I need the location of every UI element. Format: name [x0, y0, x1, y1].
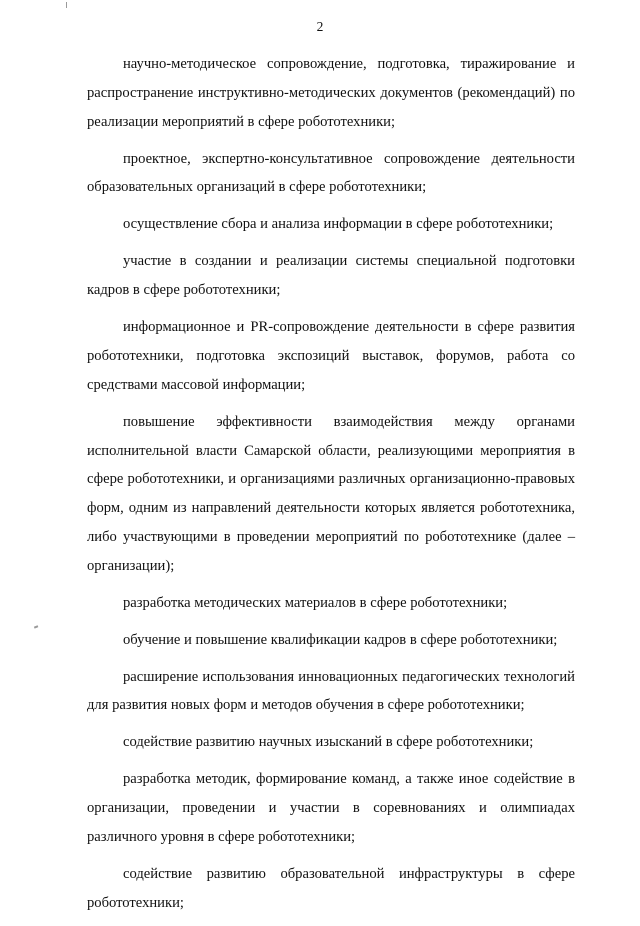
paragraph-5: информационное и PR-сопровождение деятельности в сфере развития робототехники, подготовка экспозиций выставок, форумов, работа со средствами массовой информации; [87, 319, 575, 393]
scan-speck [34, 625, 38, 628]
paragraph-6: повышение эффективности взаимодействия между органами исполнительной власти Самарской области, реализующими мероприятия в сфере робототехники, и организациями различных организационно-правовых форм, одним из направлений деятельности которых является робототехника, либо участвующими в проведении мероприятий по робототехнике (далее – организации); [87, 413, 575, 574]
paragraph-10: содействие развитию научных изысканий в сфере робототехники; [123, 734, 534, 751]
paragraph-8: обучение и повышение квалификации кадров в сфере робототехники; [123, 631, 558, 648]
scan-speck [66, 2, 67, 8]
paragraph-12: содействие развитию образовательной инфраструктуры в сфере робототехники; [87, 865, 575, 911]
paragraph-9: расширение использования инновационных педагогических технологий для развития новых форм и методов обучения в сфере робототехники; [87, 668, 575, 714]
page-number: 2 [316, 19, 324, 34]
paragraph-3: осуществление сбора и анализа информации в сфере робототехники; [123, 216, 554, 233]
paragraph-1: научно-методическое сопровождение, подготовка, тиражирование и распространение инструктивно-методических документов (рекомендаций) по реализации мероприятий в сфере робототехники; [87, 56, 575, 130]
paragraph-4: участие в создании и реализации системы специальной подготовки кадров в сфере робототехники; [87, 253, 575, 299]
document-body [87, 50, 575, 926]
paragraph-7: разработка методических материалов в сфере робототехники; [123, 594, 508, 611]
paragraph-2: проектное, экспертно-консультативное сопровождение деятельности образовательных организаций в сфере робототехники; [87, 150, 575, 196]
paragraph-11: разработка методик, формирование команд, а также иное содействие в организации, проведении и участии в соревнованиях и олимпиадах различного уровня в сфере робототехники; [87, 771, 575, 845]
